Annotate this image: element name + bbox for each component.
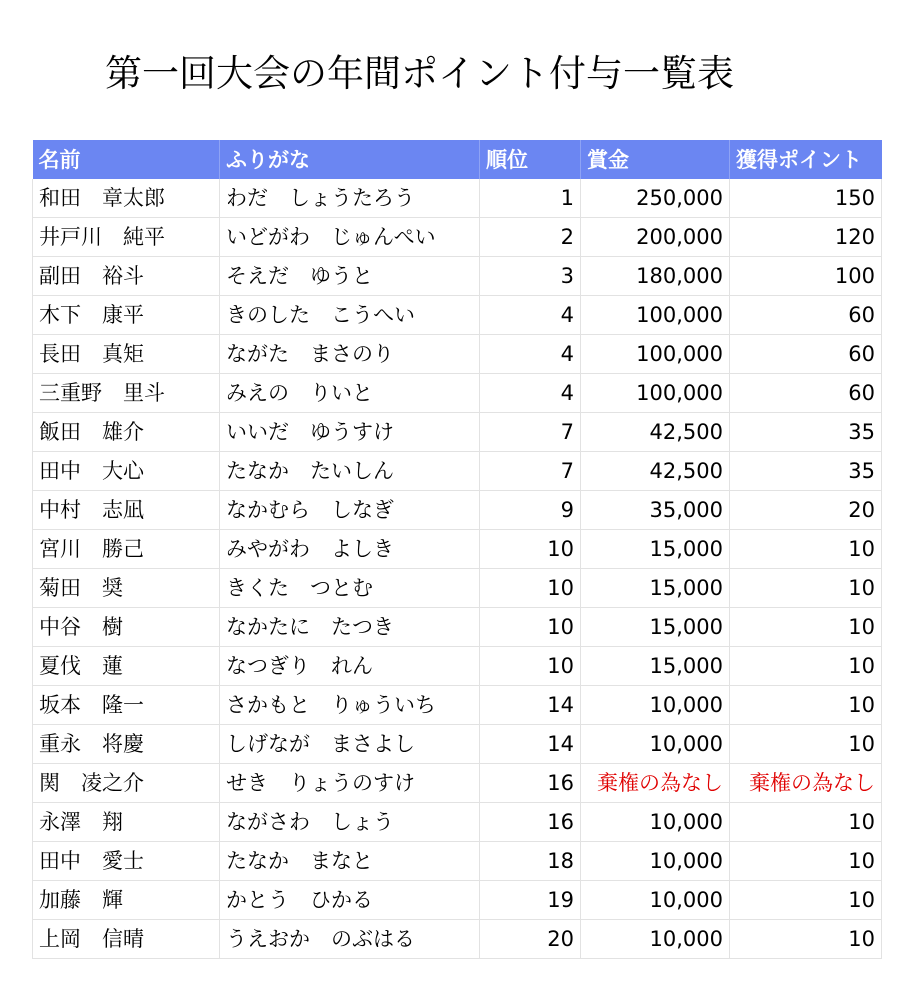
cell-kana: なつぎり れん: [220, 647, 480, 686]
column-header-rank: 順位: [480, 140, 581, 179]
cell-kana: かとう ひかる: [220, 881, 480, 920]
table-row: [33, 374, 882, 413]
table-row: [33, 686, 882, 725]
cell-kana: みやがわ よしき: [220, 530, 480, 569]
cell-prize: 10,000: [581, 920, 730, 959]
cell-prize: 35,000: [581, 491, 730, 530]
cell-kana: きくた つとむ: [220, 569, 480, 608]
cell-name: 井戸川 純平: [33, 218, 220, 257]
cell-prize: 15,000: [581, 647, 730, 686]
cell-points: 10: [730, 569, 882, 608]
table-row: [33, 296, 882, 335]
table-row: [33, 491, 882, 530]
cell-rank: 10: [480, 608, 581, 647]
table-row: [33, 452, 882, 491]
points-table: [32, 140, 882, 959]
table-row: [33, 725, 882, 764]
table-row: [33, 920, 882, 959]
cell-name: 中谷 樹: [33, 608, 220, 647]
cell-rank: 7: [480, 413, 581, 452]
cell-points: 60: [730, 296, 882, 335]
cell-rank: 10: [480, 647, 581, 686]
cell-name: 菊田 奨: [33, 569, 220, 608]
cell-points: 10: [730, 842, 882, 881]
cell-kana: わだ しょうたろう: [220, 179, 480, 218]
cell-name: 田中 大心: [33, 452, 220, 491]
cell-name: 和田 章太郎: [33, 179, 220, 218]
cell-kana: きのした こうへい: [220, 296, 480, 335]
cell-points: 120: [730, 218, 882, 257]
table-header: [33, 140, 882, 179]
cell-rank: 3: [480, 257, 581, 296]
cell-kana: ながた まさのり: [220, 335, 480, 374]
cell-points: 150: [730, 179, 882, 218]
cell-points: 35: [730, 413, 882, 452]
cell-points: 10: [730, 647, 882, 686]
cell-prize: 15,000: [581, 608, 730, 647]
cell-points: 10: [730, 803, 882, 842]
cell-rank: 7: [480, 452, 581, 491]
cell-prize: 42,500: [581, 452, 730, 491]
cell-prize: 15,000: [581, 569, 730, 608]
cell-prize: 180,000: [581, 257, 730, 296]
cell-kana: いどがわ じゅんぺい: [220, 218, 480, 257]
cell-prize: 100,000: [581, 296, 730, 335]
page-title: 第一回大会の年間ポイント付与一覧表: [105, 52, 734, 95]
cell-rank: 1: [480, 179, 581, 218]
cell-prize: 42,500: [581, 413, 730, 452]
header-row: [33, 140, 882, 179]
column-header-points: 獲得ポイント: [730, 140, 882, 179]
cell-name: 田中 愛士: [33, 842, 220, 881]
cell-points: 100: [730, 257, 882, 296]
table-row: [33, 569, 882, 608]
cell-rank: 4: [480, 335, 581, 374]
cell-rank: 16: [480, 803, 581, 842]
cell-name: 上岡 信晴: [33, 920, 220, 959]
cell-prize: 100,000: [581, 335, 730, 374]
cell-points: 35: [730, 452, 882, 491]
cell-prize: 200,000: [581, 218, 730, 257]
table-row: [33, 413, 882, 452]
cell-prize: 10,000: [581, 686, 730, 725]
cell-rank: 10: [480, 569, 581, 608]
table-row: [33, 179, 882, 218]
cell-prize: 15,000: [581, 530, 730, 569]
cell-kana: たなか まなと: [220, 842, 480, 881]
cell-prize: 100,000: [581, 374, 730, 413]
cell-rank: 2: [480, 218, 581, 257]
cell-rank: 18: [480, 842, 581, 881]
cell-prize: 棄権の為なし: [581, 764, 730, 803]
cell-name: 宮川 勝己: [33, 530, 220, 569]
cell-prize: 10,000: [581, 881, 730, 920]
column-header-name: 名前: [33, 140, 220, 179]
column-header-prize: 賞金: [581, 140, 730, 179]
cell-name: 副田 裕斗: [33, 257, 220, 296]
cell-rank: 9: [480, 491, 581, 530]
cell-name: 長田 真矩: [33, 335, 220, 374]
table-row: [33, 842, 882, 881]
cell-kana: そえだ ゆうと: [220, 257, 480, 296]
cell-points: 10: [730, 725, 882, 764]
cell-kana: みえの りいと: [220, 374, 480, 413]
cell-kana: さかもと りゅういち: [220, 686, 480, 725]
cell-points: 60: [730, 335, 882, 374]
cell-prize: 250,000: [581, 179, 730, 218]
cell-kana: なかたに たつき: [220, 608, 480, 647]
cell-name: 夏伐 蓮: [33, 647, 220, 686]
cell-points: 10: [730, 920, 882, 959]
cell-name: 三重野 里斗: [33, 374, 220, 413]
table-row: [33, 335, 882, 374]
table-row: [33, 803, 882, 842]
cell-kana: いいだ ゆうすけ: [220, 413, 480, 452]
cell-name: 関 凌之介: [33, 764, 220, 803]
cell-rank: 16: [480, 764, 581, 803]
cell-points: 10: [730, 530, 882, 569]
cell-rank: 14: [480, 686, 581, 725]
cell-rank: 4: [480, 374, 581, 413]
cell-kana: しげなが まさよし: [220, 725, 480, 764]
cell-rank: 4: [480, 296, 581, 335]
cell-name: 加藤 輝: [33, 881, 220, 920]
cell-rank: 20: [480, 920, 581, 959]
cell-points: 10: [730, 686, 882, 725]
cell-kana: たなか たいしん: [220, 452, 480, 491]
cell-name: 永澤 翔: [33, 803, 220, 842]
cell-name: 飯田 雄介: [33, 413, 220, 452]
table-row: [33, 530, 882, 569]
table-row: [33, 881, 882, 920]
cell-kana: ながさわ しょう: [220, 803, 480, 842]
column-header-kana: ふりがな: [220, 140, 480, 179]
cell-prize: 10,000: [581, 803, 730, 842]
cell-kana: うえおか のぶはる: [220, 920, 480, 959]
cell-points: 10: [730, 608, 882, 647]
cell-rank: 19: [480, 881, 581, 920]
table-row: [33, 218, 882, 257]
cell-name: 重永 将慶: [33, 725, 220, 764]
cell-rank: 14: [480, 725, 581, 764]
cell-kana: せき りょうのすけ: [220, 764, 480, 803]
cell-rank: 10: [480, 530, 581, 569]
table-body: [33, 179, 882, 959]
cell-name: 坂本 隆一: [33, 686, 220, 725]
cell-points: 20: [730, 491, 882, 530]
cell-prize: 10,000: [581, 725, 730, 764]
cell-points: 10: [730, 881, 882, 920]
cell-name: 中村 志凪: [33, 491, 220, 530]
cell-prize: 10,000: [581, 842, 730, 881]
table-row: [33, 608, 882, 647]
table-row: [33, 647, 882, 686]
table-row: [33, 764, 882, 803]
cell-name: 木下 康平: [33, 296, 220, 335]
table-row: [33, 257, 882, 296]
cell-kana: なかむら しなぎ: [220, 491, 480, 530]
cell-points: 60: [730, 374, 882, 413]
cell-points: 棄権の為なし: [730, 764, 882, 803]
